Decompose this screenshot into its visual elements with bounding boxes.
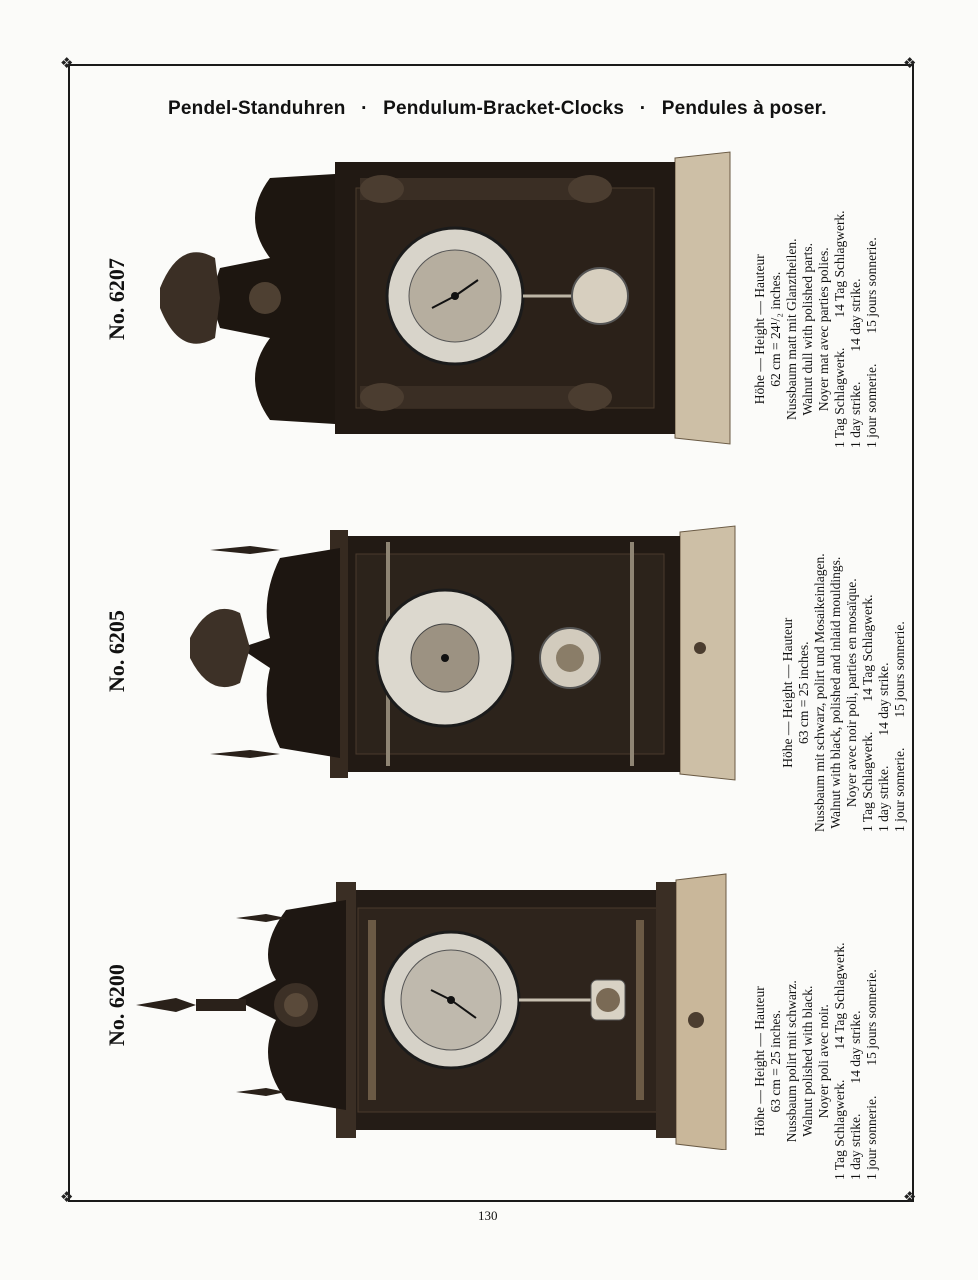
finish-french: Noyer poli avec noir. xyxy=(816,1004,831,1119)
model-number-6200: No. 6200 xyxy=(104,964,129,1046)
clock-image-6200 xyxy=(136,860,736,1150)
finish-french: Noyer avec noir poli, parties en mosaïque. xyxy=(844,578,859,808)
corner-ornament-icon: ❖ xyxy=(60,54,74,72)
model-number-6205: No. 6205 xyxy=(104,610,129,692)
strike-14day: 15 jours sonnerie. xyxy=(864,969,879,1066)
strike-1day: 1 Tag Schlagwerk. xyxy=(832,1079,847,1180)
strike-14day: 14 Tag Schlagwerk. xyxy=(832,210,847,318)
strike-14day: 14 Tag Schlagwerk. xyxy=(832,942,847,1050)
strike-1day: 1 Tag Schlagwerk. xyxy=(832,347,847,448)
size-label: Höhe — Height — Hauteur xyxy=(752,254,767,405)
strike-row xyxy=(860,553,876,832)
corner-ornament-icon: ❖ xyxy=(60,1188,74,1206)
page-header xyxy=(168,98,827,120)
strike-14day: 14 day strike. xyxy=(848,1010,863,1084)
strike-1day: 1 Tag Schlagwerk. xyxy=(860,731,875,832)
strike-row xyxy=(892,553,908,832)
page-number: 130 xyxy=(478,1208,498,1223)
header-separator: · xyxy=(361,98,368,119)
strike-14day: 14 day strike. xyxy=(876,662,891,736)
strike-1day: 1 jour sonnerie. xyxy=(892,747,907,832)
finish-english: Walnut with black, polished and inlaid mouldings. xyxy=(828,556,843,829)
description-6205 xyxy=(780,553,908,832)
header-german: Pendel-Standuhren xyxy=(168,98,346,119)
strike-row xyxy=(848,942,864,1180)
strike-14day: 15 jours sonnerie. xyxy=(864,237,879,334)
strike-row xyxy=(848,210,864,448)
clock-image-6207 xyxy=(160,148,735,448)
size-label: Höhe — Height — Hauteur xyxy=(780,617,795,768)
strike-14day: 14 day strike. xyxy=(848,278,863,352)
strike-1day: 1 jour sonnerie. xyxy=(864,1095,879,1180)
description-6200 xyxy=(752,942,880,1180)
strike-row xyxy=(876,553,892,832)
model-number-6207: No. 6207 xyxy=(104,258,129,340)
finish-french: Noyer mat avec parties polies. xyxy=(816,247,831,412)
strike-row xyxy=(864,942,880,1180)
finish-english: Walnut dull with polished parts. xyxy=(800,242,815,416)
strike-1day: 1 day strike. xyxy=(876,765,891,832)
strike-14day: 15 jours sonnerie. xyxy=(892,621,907,718)
strike-row xyxy=(864,210,880,448)
strike-row xyxy=(832,942,848,1180)
strike-14day: 14 Tag Schlagwerk. xyxy=(860,594,875,702)
strike-row xyxy=(832,210,848,448)
clock-image-6205 xyxy=(150,518,740,788)
size-value: 62 cm = 24¹/₂ inches. xyxy=(768,271,783,387)
header-english: Pendulum-Bracket-Clocks xyxy=(383,98,625,119)
description-6207 xyxy=(752,210,880,448)
strike-1day: 1 jour sonnerie. xyxy=(864,363,879,448)
finish-german: Nussbaum mit schwarz, polirt und Mosaikeinlagen. xyxy=(812,553,827,832)
strike-1day: 1 day strike. xyxy=(848,381,863,448)
size-value: 63 cm = 25 inches. xyxy=(768,1009,783,1113)
header-french: Pendules à poser. xyxy=(661,98,827,119)
finish-german: Nussbaum polirt mit schwarz. xyxy=(784,980,799,1143)
header-separator: · xyxy=(639,98,647,119)
corner-ornament-icon: ❖ xyxy=(903,1188,917,1206)
size-label: Höhe — Height — Hauteur xyxy=(752,986,767,1137)
strike-1day: 1 day strike. xyxy=(848,1113,863,1180)
corner-ornament-icon: ❖ xyxy=(903,54,917,72)
finish-english: Walnut polished with black. xyxy=(800,985,815,1137)
size-value: 63 cm = 25 inches. xyxy=(796,641,811,744)
finish-german: Nussbaum matt mit Glanztheilen. xyxy=(784,238,799,420)
